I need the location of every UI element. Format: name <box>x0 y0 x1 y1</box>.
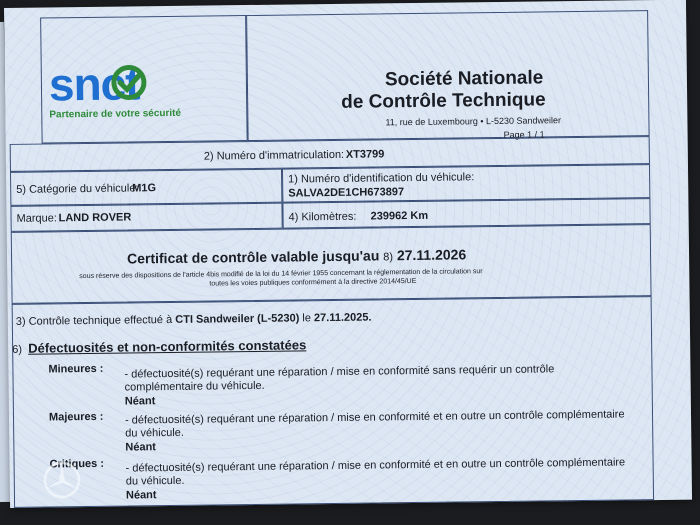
categorie-value: M1G <box>132 182 157 195</box>
km-label: 4) Kilomètres: <box>288 210 357 224</box>
logo-tagline: Partenaire de votre sécurité <box>49 107 182 121</box>
mineures-value: Néant <box>124 395 156 408</box>
defects-heading: Défectuosités et non-conformités constatées <box>28 337 307 356</box>
defects-ref: 6) <box>12 343 23 356</box>
critiques-desc-line2: du véhicule. <box>125 474 185 488</box>
control-prefix: 3) Contrôle technique effectué à <box>15 313 173 328</box>
certificate-valid-until: 27.11.2026 <box>396 246 467 264</box>
vin-value: SALVA2DE1CH673897 <box>288 186 405 200</box>
categorie-label: 5) Catégorie du véhicule: <box>16 182 139 196</box>
org-name-line2: de Contrôle Technique <box>341 89 546 113</box>
critiques-label: Critiques : <box>49 457 105 471</box>
certificate-note-line1: sous réserve des dispositions de l'article 4bis modifié de la loi du 14 février 1955 concernant la réglementation de la circulation sur <box>79 268 483 281</box>
control-date: 27.11.2025. <box>313 311 372 325</box>
certificate-ref: 8) <box>383 251 394 264</box>
mineures-desc-line1: - défectuosité(s) requérant une réparation / mise en conformité sans requérir un contrôle <box>124 363 555 381</box>
mineures-label: Mineures : <box>48 362 104 376</box>
snct-logo: snct <box>48 57 140 111</box>
certificate-title-text: Certificat de contrôle valable jusqu'au <box>126 247 380 267</box>
check-icon <box>109 62 149 102</box>
page-number: Page 1 / 1 <box>503 129 545 140</box>
critiques-desc-line1: - défectuosité(s) requérant une réparation / mise en conformité et en outre un contrôle complémentaire <box>125 456 626 475</box>
vin-label: 1) Numéro d'identification du véhicule: <box>288 171 475 186</box>
inspection-certificate <box>4 0 692 508</box>
critiques-value: Néant <box>125 489 157 502</box>
control-le: le <box>302 312 312 325</box>
marque-value: LAND ROVER <box>58 211 132 225</box>
control-place: CTI Sandweiler (L-5230) <box>175 312 300 326</box>
marque-label: Marque: <box>16 212 58 225</box>
km-value: 239962 Km <box>370 209 429 223</box>
certificate-note-line2: toutes les voies publiques conformément à la directive 2014/45/UE <box>209 277 417 288</box>
majeures-desc-line1: - défectuosité(s) requérant une réparation / mise en conformité et en outre un contrôle complémentaire <box>124 408 625 427</box>
control-box <box>12 296 654 508</box>
org-address: 11, rue de Luxembourg • L-5230 Sandweiler <box>385 115 562 128</box>
mineures-desc-line2: complémentaire du véhicule. <box>124 379 265 394</box>
immatriculation-value: XT3799 <box>345 148 385 161</box>
majeures-desc-line2: du véhicule. <box>125 426 184 440</box>
mercedes-watermark-icon <box>42 460 82 500</box>
immatriculation-label: 2) Numéro d'immatriculation: <box>203 148 345 163</box>
majeures-label: Majeures : <box>48 410 104 424</box>
org-name-line1: Société Nationale <box>384 67 544 91</box>
majeures-value: Néant <box>125 441 157 454</box>
